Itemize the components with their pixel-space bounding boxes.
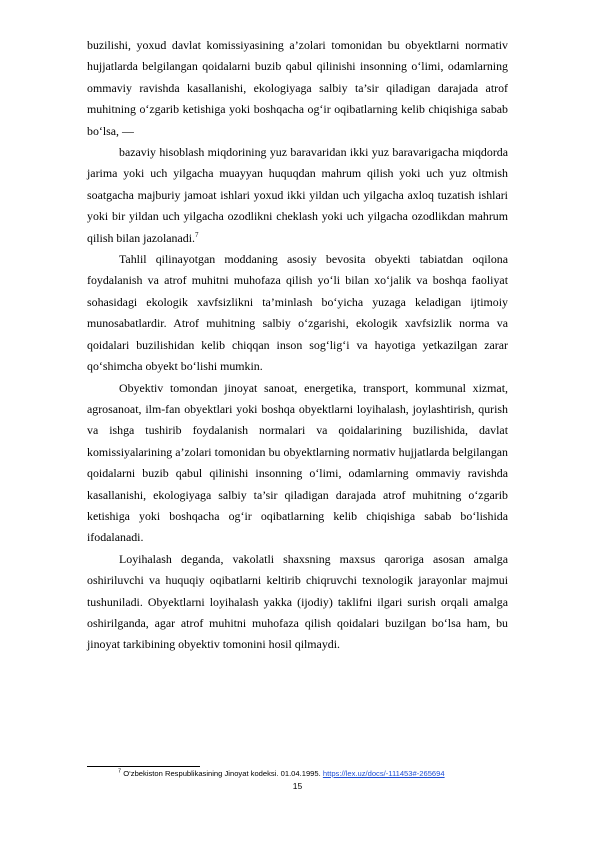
footnote-link[interactable]: https://lex.uz/docs/-111453#-265694 <box>322 769 445 778</box>
footnote-separator <box>87 766 200 767</box>
footnote-text: O‘zbekiston Respublikasining Jinoyat kodeksi. 01.04.1995. <box>123 769 321 778</box>
page-number: 15 <box>292 781 303 791</box>
footnote-number: 7 <box>118 768 122 775</box>
paragraph-2 <box>87 142 508 249</box>
paragraph-4: Obyektiv tomondan jinoyat sanoat, energetika, transport, kommunal xizmat, agrosanoat, ilm-fan obyektlari yoki boshqa obyektlarni loyihalash, joylashtirish, qurish va ishga tushirib foydalanish normalari va qoidalarining buzilishida, davlat komissiyalarining a’zolari tomonidan bu obyektlarning normativ hujjatlarda belgilangan qoidalarni buzib qabul qilinishi insonning o‘limi, odamlarning ommaviy ravishda kasallanishi, ekologiyaga salbiy ta’sir qiladigan darajada atrof muhitning o‘zgarib ketishiga yoki boshqacha og‘ir oqibatlarning kelib chiqishiga sabab bo‘lishida ifodalanadi. <box>87 380 508 545</box>
paragraph-3: Tahlil qilinayotgan moddaning asosiy bevosita obyekti tabiatdan oqilona foydalanish va atrof muhitni muhofaza qilish yo‘li bilan xo‘jalik va boshqa faoliyat sohasidagi ekologik xavfsizlikni ta’minlash bo‘yicha yuzaga keladigan ijtimoiy munosabatlardir. Atrof muhitning salbiy o‘zgarishi, ekologik xavfsizlik norma va qoidalari buzilishidan kelib chiqqan inson sog‘lig‘i va hayotiga yetkazilgan zarar qo‘shimcha obyekt bo‘lishi mumkin. <box>87 252 508 374</box>
footnote <box>118 769 578 779</box>
body-text <box>87 35 508 656</box>
paragraph-5: Loyihalash deganda, vakolatli shaxsning maxsus qaroriga asosan amalga oshiriluvchi va huquqiy oqibatlarni keltirib chiqruvchi texnologik jarayonlar majmui tushuniladi. Obyektlarni loyihalash yakka (ijodiy) taklifni ilgari surish orqali amalga oshirilganda, agar atrof muhitni muhofaza qilish qoidalari buzilgan bo‘lsa ham, bu jinoyat tarkibining obyektiv tomonini hosil qilmaydi. <box>87 551 508 652</box>
footnote-reference[interactable]: 7 <box>194 230 199 239</box>
paragraph-1: buzilishi, yoxud davlat komissiyasining a’zolari tomonidan bu obyektlarni normativ hujjatlarda belgilangan qoidalarni buzib qabul qilinishi insonning o‘limi, odamlarning ommaviy ravishda kasallanishi, ekologiyaga salbiy ta’sir qiladigan darajada atrof muhitning o‘zgarib ketishiga yoki boshqacha og‘ir oqibatlarning kelib chiqishiga sabab bo‘lsa, — <box>87 38 508 138</box>
paragraph-2-text: bazaviy hisoblash miqdorining yuz baravaridan ikki yuz baravarigacha miqdorda jarima yoki uch yilgacha muayyan huquqdan mahrum qilish yoki uch yuz oltmish soatgacha majburiy jamoat ishlari yoxud ikki yildan uch yilgacha axloq tuzatish ishlari yoki bir yildan uch yilgacha ozodlikni cheklash yoki uch yilgacha ozodlikdan mahrum qilish bilan jazolanadi. <box>87 145 508 245</box>
